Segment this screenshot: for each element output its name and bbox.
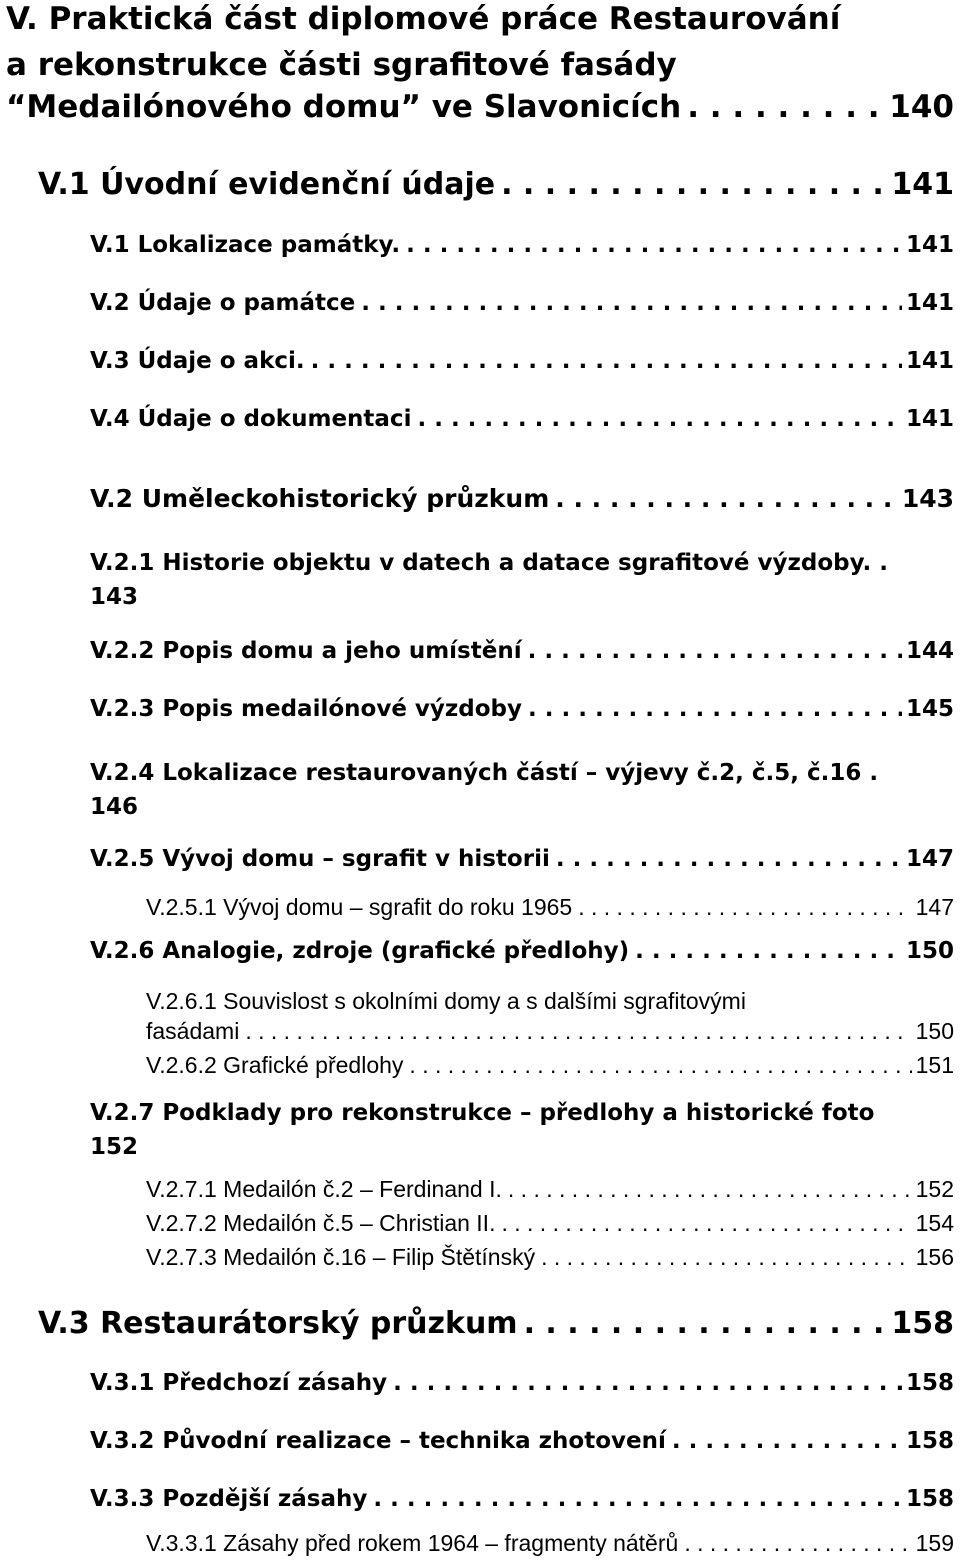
toc-entry-label: V.2.7.3 Medailón č.16 – Filip Štětínský xyxy=(146,1244,536,1270)
leader-dots xyxy=(495,1210,911,1237)
toc-entry-v2-3[interactable] xyxy=(90,696,954,722)
leader-dots xyxy=(681,84,885,130)
toc-entry-label: V.2.5.1 Vývoj domu – sgrafit do roku 1965 xyxy=(146,894,573,920)
toc-entry-v2-2[interactable] xyxy=(90,638,954,664)
toc-entry-page: 150 xyxy=(905,938,954,964)
toc-entry-v2-6-1[interactable] xyxy=(146,984,954,1018)
toc-entry-page: 158 xyxy=(905,1486,954,1512)
toc-entry-v1[interactable] xyxy=(38,167,954,202)
toc-entry-v2-6[interactable] xyxy=(90,938,954,964)
toc-entry-page: 146 xyxy=(90,794,139,820)
toc-entry-page: 151 xyxy=(915,1052,954,1078)
toc-entry-page: 152 xyxy=(915,1176,954,1202)
toc-entry-label: V.3 Údaje o akci. xyxy=(90,348,305,374)
toc-entry-v2-7-1[interactable] xyxy=(146,1176,954,1203)
leader-dots xyxy=(629,938,902,964)
toc-entry-page: 158 xyxy=(905,1370,954,1396)
toc-entry-label: V.2.1 Historie objektu v datech a datace sgrafitové výzdoby. . xyxy=(90,550,888,576)
toc-entry-label: V.2 Údaje o památce xyxy=(90,290,356,316)
toc-entry-label: V.3.3.1 Zásahy před rokem 1964 – fragmenty nátěrů xyxy=(146,1530,679,1556)
toc-entry-v3-1[interactable] xyxy=(90,1370,954,1396)
toc-entry-page: 141 xyxy=(905,406,954,432)
leader-dots xyxy=(495,167,887,202)
toc-entry-label: V.1 Lokalizace památky. xyxy=(90,232,401,258)
toc-entry-label: V.2 Uměleckohistorický průzkum xyxy=(90,484,550,513)
toc-entry-label: V.2.5 Vývoj domu – sgrafit v historii xyxy=(90,846,550,872)
toc-entry-label: V.2.4 Lokalizace restaurovaných částí – výjevy č.2, č.5, č.16 . xyxy=(90,760,879,786)
toc-entry-page: 156 xyxy=(915,1244,954,1270)
toc-entry-label: V.3.1 Předchozí zásahy xyxy=(90,1370,388,1396)
toc-entry-v2-7[interactable] xyxy=(90,1096,954,1164)
toc-entry-page: 141 xyxy=(905,348,954,374)
leader-dots xyxy=(403,1052,911,1079)
toc-entry-v3-3-1[interactable] xyxy=(146,1530,954,1557)
toc-entry-page: 154 xyxy=(915,1210,954,1236)
toc-entry-page: 141 xyxy=(891,167,954,202)
toc-entry-label: V.4 Údaje o dokumentaci xyxy=(90,406,412,432)
leader-dots xyxy=(550,846,902,872)
toc-entry-v2-5[interactable] xyxy=(90,846,954,872)
toc-entry-page: 145 xyxy=(905,696,954,722)
toc-entry-v3-3[interactable] xyxy=(90,1486,954,1512)
toc-entry-page: 143 xyxy=(901,484,954,513)
leader-dots xyxy=(535,1244,912,1271)
toc-entry-v2-5-1[interactable] xyxy=(146,894,954,921)
toc-entry-label: V.3.2 Původní realizace – technika zhotovení xyxy=(90,1428,666,1454)
leader-dots xyxy=(305,348,902,374)
toc-entry-label: V.2.7 Podklady pro rekonstrukce – předlohy a historické foto xyxy=(90,1100,875,1126)
toc-entry-page: 152 xyxy=(90,1134,139,1160)
leader-dots xyxy=(522,696,902,722)
toc-entry-label: fasádami xyxy=(146,1018,240,1044)
toc-entry-v1-1[interactable] xyxy=(90,232,954,258)
toc-entry-label: V.3.3 Pozdější zásahy xyxy=(90,1486,368,1512)
toc-entry-v1-4[interactable] xyxy=(90,406,954,432)
toc-entry-label: V.1 Úvodní evidenční údaje xyxy=(38,167,496,202)
toc-entry-page: 147 xyxy=(905,846,954,872)
leader-dots xyxy=(522,638,902,664)
toc-entry-label: V.2.7.2 Medailón č.5 – Christian II. xyxy=(146,1210,496,1236)
leader-dots xyxy=(666,1428,902,1454)
toc-entry-label: V.2.6 Analogie, zdroje (grafické předlohy) xyxy=(90,938,630,964)
toc-entry-v2-1[interactable] xyxy=(90,546,954,614)
leader-dots xyxy=(239,1018,911,1045)
toc-entry-label: V.2.6.2 Grafické předlohy xyxy=(146,1052,404,1078)
toc-entry-page: 144 xyxy=(905,638,954,664)
toc-entry-page: 158 xyxy=(905,1428,954,1454)
leader-dots xyxy=(518,1306,888,1341)
toc-entry-v3[interactable] xyxy=(38,1306,954,1341)
toc-entry-v2-7-2[interactable] xyxy=(146,1210,954,1237)
leader-dots xyxy=(502,1176,912,1203)
toc-entry-v2-6-2[interactable] xyxy=(146,1052,954,1079)
leader-dots xyxy=(400,232,902,258)
toc-entry-v3-2[interactable] xyxy=(90,1428,954,1454)
toc-entry-page: 147 xyxy=(915,894,954,920)
toc-entry-page: 158 xyxy=(891,1306,954,1341)
leader-dots xyxy=(549,484,898,513)
leader-dots xyxy=(387,1370,902,1396)
toc-entry-page: 159 xyxy=(915,1530,954,1556)
toc-entry-label: V.2.7.1 Medailón č.2 – Ferdinand I. xyxy=(146,1176,502,1202)
leader-dots xyxy=(411,406,902,432)
leader-dots xyxy=(367,1486,902,1512)
toc-entry-page: 141 xyxy=(905,290,954,316)
chapter-title-line-1: V. Praktická část diplomové práce Restaurování xyxy=(6,1,841,37)
toc-entry-v2-6-1-cont[interactable] xyxy=(146,1018,954,1045)
toc-entry-page: 141 xyxy=(905,232,954,258)
toc-entry-label: V.2.3 Popis medailónové výzdoby xyxy=(90,696,523,722)
toc-entry-v2[interactable] xyxy=(90,484,954,513)
leader-dots xyxy=(355,290,902,316)
toc-entry-label: V.2.2 Popis domu a jeho umístění xyxy=(90,638,522,664)
toc-entry-page: 150 xyxy=(915,1018,954,1044)
toc-entry-page: 143 xyxy=(90,584,139,610)
toc-entry-v1-2[interactable] xyxy=(90,290,954,316)
toc-entry-label: V.2.6.1 Souvislost s okolními domy a s dalšími sgrafitovými xyxy=(146,988,746,1014)
toc-entry-label: V.3 Restaurátorský průzkum xyxy=(38,1306,518,1341)
toc-entry-v2-7-3[interactable] xyxy=(146,1244,954,1271)
chapter-title-line-3 xyxy=(6,84,954,130)
leader-dots xyxy=(678,1530,911,1557)
toc-entry-v1-3[interactable] xyxy=(90,348,954,374)
chapter-title-line-2: a rekonstrukce části sgrafitové fasády xyxy=(6,47,677,83)
toc-entry-label: “Medailónového domu” ve Slavonicích xyxy=(6,89,682,125)
leader-dots xyxy=(572,894,911,921)
toc-entry-v2-4[interactable] xyxy=(90,756,954,824)
toc-entry-page: 140 xyxy=(889,89,954,125)
